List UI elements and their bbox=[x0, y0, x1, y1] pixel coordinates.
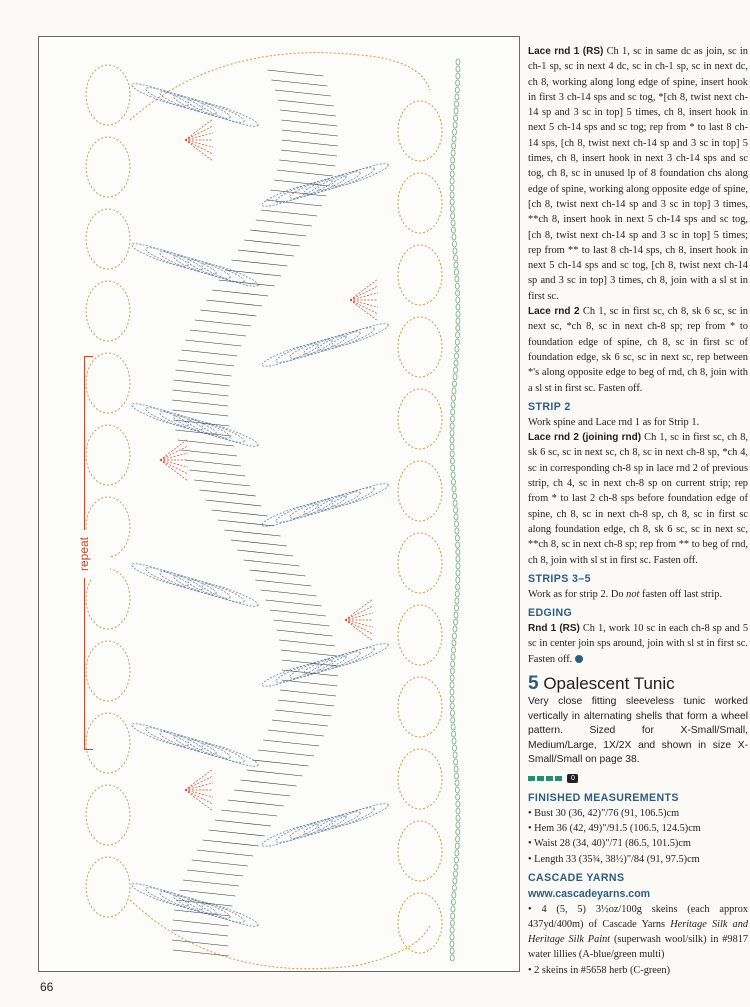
chain-stitch-green bbox=[456, 66, 460, 72]
chain-stitch-green bbox=[454, 367, 458, 373]
spine-stitch bbox=[261, 590, 317, 596]
strip2-paragraph bbox=[528, 430, 748, 568]
chain-stitch-green bbox=[451, 150, 455, 156]
end-dot-icon bbox=[575, 655, 583, 663]
red-turn-marker bbox=[185, 126, 213, 140]
spine-stitch bbox=[255, 580, 311, 586]
scallop-loop-left bbox=[86, 785, 130, 845]
spine-stitch bbox=[174, 380, 230, 386]
spine-stitch bbox=[178, 440, 234, 446]
chain-stitch-green bbox=[455, 101, 459, 107]
chain-stitch-green bbox=[452, 731, 456, 737]
measurements-list bbox=[528, 806, 748, 867]
scallop-loop-left bbox=[86, 209, 130, 269]
spine-stitch bbox=[237, 550, 293, 556]
chain-stitch-green bbox=[456, 311, 460, 317]
strips35-text-em: not bbox=[626, 588, 640, 600]
chain-stitch-green bbox=[452, 738, 456, 744]
measurement-item: • Length 33 (35¾, 38½)"/84 (91, 97.5)cm bbox=[528, 853, 700, 865]
chain-stitch-green bbox=[453, 374, 457, 380]
spine-stitch bbox=[271, 80, 327, 86]
spine-stitch bbox=[281, 120, 337, 126]
chain-stitch-green bbox=[456, 80, 460, 86]
chain-stitch-green bbox=[456, 325, 460, 331]
spine-stitch bbox=[173, 920, 229, 926]
chain-stitch-green bbox=[450, 710, 454, 716]
skill-bar-4 bbox=[555, 776, 562, 781]
measurement-item: • Hem 36 (42, 49)"/91.5 (106.5, 124.5)cm bbox=[528, 823, 701, 835]
chain-stitch-green bbox=[455, 276, 459, 282]
materials-item-1-a: • 4 (5, 5) 3½oz/100g skeins (each approx 437yd/400m) of Cascade Yarns bbox=[528, 903, 748, 930]
chain-stitch-green bbox=[455, 535, 459, 541]
brand-url[interactable]: www.cascadeyarns.com bbox=[528, 887, 651, 900]
chain-stitch-green bbox=[450, 668, 454, 674]
chain-stitch-green bbox=[453, 626, 457, 632]
chain-stitch-green bbox=[452, 136, 456, 142]
spine-stitch bbox=[185, 340, 241, 346]
chain-stitch-green bbox=[456, 808, 460, 814]
chain-stitch-green bbox=[455, 346, 459, 352]
chain-stitch-green bbox=[450, 451, 454, 457]
chain-stitch-green bbox=[456, 318, 460, 324]
chain-stitch-green bbox=[454, 605, 458, 611]
chain-stitch-green bbox=[451, 906, 455, 912]
chain-stitch-green bbox=[456, 556, 460, 562]
spine-stitch bbox=[172, 940, 228, 946]
spine-stitch bbox=[203, 840, 259, 846]
chain-stitch-green bbox=[450, 927, 454, 933]
strips35-paragraph bbox=[528, 587, 748, 602]
chain-stitch-green bbox=[453, 255, 457, 261]
chain-stitch-green bbox=[453, 122, 457, 128]
spine-stitch bbox=[281, 680, 337, 686]
spine-stitch bbox=[172, 400, 228, 406]
chain-stitch-green bbox=[456, 563, 460, 569]
chain-stitch-green bbox=[452, 479, 456, 485]
chain-stitch-green bbox=[455, 850, 459, 856]
pattern-title-text: Opalescent Tunic bbox=[543, 673, 675, 693]
spine-stitch bbox=[231, 540, 287, 546]
red-turn-marker bbox=[345, 620, 373, 634]
chain-stitch-green bbox=[450, 185, 454, 191]
scallop-loop-left bbox=[86, 281, 130, 341]
chain-stitch-green bbox=[451, 220, 455, 226]
scallop-loop-right bbox=[398, 245, 442, 305]
chain-stitch-green bbox=[451, 647, 455, 653]
spine-stitch bbox=[277, 630, 333, 636]
materials-item-1 bbox=[528, 902, 748, 963]
chain-stitch-green bbox=[454, 262, 458, 268]
scallop-loop-right bbox=[398, 749, 442, 809]
strip2-text: Ch 1, sc in first sc, ch 8, sk 6 sc, sc in next sc, ch 8, sc in next ch-8 sp, *ch 4, sc in corresponding ch-8 sp in lace rnd 2 of previous strip, ch 4, sc in next ch-8 sp on current strip; rep from * to last 2 ch-8 sps before foundation edge of spine, ch 8, sc in next ch-8 sp, ch 8, sc in first sc along foundation edge, ch 8, sk 6 sc, sc in next sc, **ch 8, sc in next ch-8 sp; rep from ** to beg of rnd, ch 8, join with sl st in first sc. Fasten off. bbox=[528, 432, 748, 566]
chain-stitch-green bbox=[453, 129, 457, 135]
chain-stitch-green bbox=[450, 206, 454, 212]
spine-stitch bbox=[190, 330, 246, 336]
materials-item-1-b: Heritage Silk and Heritage Silk Paint bbox=[528, 918, 748, 946]
chain-stitch-green bbox=[451, 227, 455, 233]
spine-stitch bbox=[179, 890, 235, 896]
spine-stitch bbox=[278, 100, 334, 106]
red-turn-marker bbox=[185, 790, 213, 804]
chain-stitch-green bbox=[456, 829, 460, 835]
spine-stitch bbox=[256, 220, 312, 226]
spine-stitch bbox=[272, 720, 328, 726]
scallop-loop-right bbox=[398, 101, 442, 161]
chain-stitch-green bbox=[453, 871, 457, 877]
scallop-loop-right bbox=[398, 893, 442, 953]
chain-stitch-green bbox=[451, 465, 455, 471]
chain-stitch-green bbox=[452, 885, 456, 891]
spine-stitch bbox=[266, 600, 322, 606]
skill-bar-2 bbox=[537, 776, 544, 781]
chain-stitch-green bbox=[450, 178, 454, 184]
scallop-loop-left bbox=[86, 65, 130, 125]
chain-stitch-green bbox=[450, 703, 454, 709]
chain-stitch-green bbox=[450, 955, 454, 961]
spine-stitch bbox=[181, 450, 237, 456]
chain-stitch-green bbox=[450, 689, 454, 695]
chain-stitch-green bbox=[453, 493, 457, 499]
spine-stitch bbox=[278, 700, 334, 706]
spine-stitch bbox=[209, 830, 265, 836]
chain-stitch-green bbox=[453, 745, 457, 751]
chain-stitch-green bbox=[456, 801, 460, 807]
chain-stitch-green bbox=[456, 794, 460, 800]
chain-stitch-green bbox=[450, 458, 454, 464]
chain-stitch-green bbox=[456, 822, 460, 828]
chain-stitch-green bbox=[455, 521, 459, 527]
chain-stitch-green bbox=[451, 717, 455, 723]
chain-stitch-green bbox=[451, 654, 455, 660]
spine-stitch bbox=[270, 610, 326, 616]
spine-stitch bbox=[280, 110, 336, 116]
spine-stitch bbox=[281, 150, 337, 156]
chain-stitch-green bbox=[456, 59, 460, 65]
strip2-label: Lace rnd 2 (joining rnd) bbox=[528, 432, 642, 444]
scallop-loop-right bbox=[398, 389, 442, 449]
lace-rnd1-text: Ch 1, sc in same dc as join, sc in ch-1 sp, sc in next 4 dc, sc in ch-1 sp, sc in next dc, ch 8, working along long edge of spine, insert hook in first 3 ch-14 sps and sc tog, *[ch 8, twist next ch-14 sp and 3 sc in top] 5 times, ch 8, insert hook in next 5 ch-14 sps and sc tog; rep from * to last 8 ch-14 sps, [ch 8, twist next ch-14 sp and 3 sc in top] 5 times, ch 8, insert hook in next 3 ch-14 sps and sc tog, ch 8, sc in unused lp of 8 foundation chs along edge of spine, working along opposite edge of spine, [ch 8, twist next ch-14 sp and 3 sc in top] 3 times, **ch 8, insert hook in next 5 ch-14 sps and sc tog, [ch 8, twist next ch-14 sp and 3 sc in top] 5 times; rep from ** to last 8 ch-14 sps, ch 8, insert hook in next 5 ch-14 sps and sc tog, [ch 8, twist next ch-14 sp and 3 sc in top] 3 times, ch 8, join with a sl st in first sc. bbox=[528, 46, 748, 302]
spine-stitch bbox=[258, 750, 314, 756]
chain-stitch-green bbox=[451, 409, 455, 415]
spine-stitch bbox=[266, 200, 322, 206]
chain-stitch-green bbox=[450, 948, 454, 954]
spine-stitch bbox=[250, 570, 306, 576]
chain-stitch-green bbox=[456, 73, 460, 79]
spine-stitch bbox=[282, 130, 338, 136]
chain-stitch-green bbox=[452, 241, 456, 247]
chain-stitch-green bbox=[453, 500, 457, 506]
pattern-title bbox=[528, 673, 748, 695]
chain-stitch-green bbox=[455, 528, 459, 534]
chain-stitch-green bbox=[450, 192, 454, 198]
yarn-weight-number: 0 bbox=[571, 775, 575, 783]
chain-stitch-green bbox=[450, 430, 454, 436]
chain-stitch-green bbox=[456, 290, 460, 296]
spine-stitch bbox=[267, 70, 323, 76]
lace-rnd2-label: Lace rnd 2 bbox=[528, 306, 580, 318]
spine-stitch bbox=[192, 860, 248, 866]
chain-stitch-green bbox=[451, 213, 455, 219]
red-turn-marker bbox=[350, 286, 378, 300]
chain-stitch-green bbox=[452, 486, 456, 492]
chain-stitch-green bbox=[456, 297, 460, 303]
chain-stitch-green bbox=[454, 360, 458, 366]
red-turn-marker bbox=[185, 140, 213, 154]
pattern-number: 5 bbox=[528, 672, 539, 694]
chain-stitch-green bbox=[450, 444, 454, 450]
chain-stitch-green bbox=[452, 143, 456, 149]
chain-stitch-green bbox=[455, 773, 459, 779]
spine-stitch bbox=[215, 820, 271, 826]
chain-stitch-green bbox=[455, 353, 459, 359]
chain-stitch-green bbox=[456, 584, 460, 590]
materials-item-1-c: (superwash wool/silk) in #9817 water lillies (A-blue/green multi) bbox=[528, 934, 749, 961]
strips35-heading: STRIPS 3–5 bbox=[528, 572, 591, 585]
chain-stitch-green bbox=[456, 836, 460, 842]
page-number: 66 bbox=[40, 980, 54, 994]
edging-heading: EDGING bbox=[528, 607, 573, 620]
chain-stitch-green bbox=[456, 577, 460, 583]
spine-stitch bbox=[232, 260, 288, 266]
chain-stitch-green bbox=[454, 269, 458, 275]
chain-stitch-green bbox=[456, 549, 460, 555]
chain-stitch-green bbox=[454, 857, 458, 863]
chain-stitch-green bbox=[455, 598, 459, 604]
scallop-loop-right bbox=[398, 173, 442, 233]
spine-stitch bbox=[224, 530, 280, 536]
spine-stitch bbox=[280, 690, 336, 696]
spine-stitch bbox=[206, 300, 262, 306]
spine-stitch bbox=[275, 710, 331, 716]
spine-stitch bbox=[197, 850, 253, 856]
chain-stitch-green bbox=[455, 283, 459, 289]
chain-stitch-green bbox=[450, 164, 454, 170]
chain-stitch-green bbox=[453, 878, 457, 884]
chain-stitch-green bbox=[452, 234, 456, 240]
chain-stitch-green bbox=[450, 934, 454, 940]
measurement-item: • Bust 30 (36, 42)"/76 (91, 106.5)cm bbox=[528, 807, 680, 819]
chain-stitch-green bbox=[455, 843, 459, 849]
chain-stitch-green bbox=[454, 759, 458, 765]
spine-stitch bbox=[212, 290, 268, 296]
scallop-loop-right bbox=[398, 533, 442, 593]
strips35-text-b: fasten off last strip. bbox=[639, 588, 723, 600]
chain-stitch-green bbox=[450, 171, 454, 177]
spine-stitch bbox=[176, 370, 232, 376]
chain-stitch-green bbox=[456, 304, 460, 310]
chain-stitch-green bbox=[455, 591, 459, 597]
chain-stitch-green bbox=[452, 640, 456, 646]
red-turn-marker bbox=[160, 446, 188, 460]
spine-stitch bbox=[185, 460, 241, 466]
spine-stitch bbox=[172, 930, 228, 936]
chain-stitch-green bbox=[456, 815, 460, 821]
yarn-brand-heading: CASCADE YARNS bbox=[528, 871, 625, 884]
scallop-loop-right bbox=[398, 605, 442, 665]
spine-stitch bbox=[212, 510, 268, 516]
spine-stitch bbox=[241, 780, 297, 786]
spine-stitch bbox=[268, 730, 324, 736]
chain-stitch-green bbox=[454, 766, 458, 772]
spine-stitch bbox=[189, 470, 245, 476]
spine-stitch bbox=[200, 490, 256, 496]
chain-stitch-green bbox=[450, 682, 454, 688]
chain-stitch-green bbox=[454, 108, 458, 114]
edging-text: Ch 1, work 10 sc in each ch-8 sp and 5 sc in center join sps around, join with sl st in first sc. Fasten off. bbox=[528, 623, 749, 665]
chain-stitch-green bbox=[451, 157, 455, 163]
chain-stitch-green bbox=[450, 920, 454, 926]
strips35-text-a: Work as for strip 2. Do bbox=[528, 588, 627, 600]
spine-stitch bbox=[275, 90, 331, 96]
pattern-description: Very close fitting sleeveless tunic worked vertically in alternating shells that form a wheel pattern. Sized for X-Small/Small, Medium/Large, 1X/2X and shown in size X-Small/Small on page 38. bbox=[528, 695, 748, 766]
spine-stitch bbox=[247, 770, 303, 776]
chain-stitch-green bbox=[454, 514, 458, 520]
chain-stitch-green bbox=[455, 87, 459, 93]
chain-stitch-green bbox=[454, 507, 458, 513]
measurement-item: • Waist 28 (34, 40)"/71 (86.5, 101.5)cm bbox=[528, 838, 691, 850]
chain-stitch-green bbox=[455, 780, 459, 786]
measurements-heading: FINISHED MEASUREMENTS bbox=[528, 791, 679, 804]
spine-stitch bbox=[244, 240, 300, 246]
spine-stitch bbox=[282, 140, 338, 146]
spine-stitch bbox=[221, 810, 277, 816]
spine-stitch bbox=[178, 360, 234, 366]
spine-stitch bbox=[277, 170, 333, 176]
chain-stitch-green bbox=[454, 115, 458, 121]
chain-stitch-green bbox=[453, 619, 457, 625]
instruction-column bbox=[528, 44, 748, 978]
spine-stitch bbox=[261, 210, 317, 216]
red-turn-marker bbox=[350, 300, 378, 314]
spine-stitch bbox=[183, 880, 239, 886]
scallop-loop-left bbox=[86, 137, 130, 197]
chain-stitch-green bbox=[451, 899, 455, 905]
spine-stitch bbox=[279, 640, 335, 646]
lace-rnd1-paragraph bbox=[528, 44, 748, 304]
spine-stitch bbox=[274, 620, 330, 626]
spine-stitch bbox=[181, 350, 237, 356]
skill-bar-3 bbox=[546, 776, 553, 781]
lace-rnd2-paragraph bbox=[528, 304, 748, 396]
chain-stitch-green bbox=[451, 913, 455, 919]
chain-stitch-green bbox=[451, 395, 455, 401]
spine-stitch bbox=[206, 500, 262, 506]
red-turn-marker bbox=[185, 776, 213, 790]
lace-rnd1-label: Lace rnd 1 (RS) bbox=[528, 46, 604, 57]
red-turn-marker bbox=[160, 460, 188, 474]
chain-stitch-green bbox=[453, 752, 457, 758]
chain-stitch-green bbox=[451, 472, 455, 478]
strip2-heading: STRIP 2 bbox=[528, 400, 571, 413]
chain-stitch-green bbox=[455, 94, 459, 100]
spine-stitch bbox=[172, 390, 228, 396]
lace-rnd2-text: Ch 1, sc in first sc, ch 8, sk 6 sc, sc in next sc, *ch 8, sc in next ch-8 sp; rep from * to foundation edge of spine, ch 8, sc in first sc of foundation edge, sk 6 sc, sc in next sc, rep between *'s along opposite edge to beg of rnd, ch 8, join with a sl st in first sc. Fasten off. bbox=[528, 306, 748, 394]
spine-stitch bbox=[200, 310, 256, 316]
chain-stitch-green bbox=[453, 248, 457, 254]
chain-stitch-green bbox=[454, 612, 458, 618]
spine-stitch bbox=[263, 740, 319, 746]
chain-stitch-green bbox=[451, 402, 455, 408]
spine-stitch bbox=[173, 420, 229, 426]
chain-stitch-green bbox=[450, 941, 454, 947]
spine-stitch bbox=[187, 870, 243, 876]
chain-stitch-green bbox=[452, 892, 456, 898]
skill-level-indicator bbox=[528, 771, 748, 787]
scallop-loop-right bbox=[398, 317, 442, 377]
edging-label: Rnd 1 (RS) bbox=[528, 623, 580, 635]
skill-bar-1 bbox=[528, 776, 535, 781]
chain-stitch-green bbox=[451, 661, 455, 667]
spine-stitch bbox=[238, 250, 294, 256]
chain-stitch-green bbox=[450, 416, 454, 422]
chain-stitch-green bbox=[455, 339, 459, 345]
spine-stitch bbox=[253, 760, 309, 766]
chain-stitch-green bbox=[452, 633, 456, 639]
chain-stitch-green bbox=[454, 864, 458, 870]
chain-stitch-green bbox=[450, 437, 454, 443]
scallop-loop-right bbox=[398, 461, 442, 521]
scallop-loop-right bbox=[398, 677, 442, 737]
chain-stitch-green bbox=[450, 696, 454, 702]
spine-stitch bbox=[281, 650, 337, 656]
chain-stitch-green bbox=[450, 675, 454, 681]
spine-stitch bbox=[194, 480, 250, 486]
repeat-label: repeat bbox=[58, 530, 110, 578]
edging-paragraph bbox=[528, 621, 748, 667]
strip2-intro: Work spine and Lace rnd 1 as for Strip 1. bbox=[528, 416, 700, 428]
chain-stitch-green bbox=[455, 787, 459, 793]
red-turn-marker bbox=[345, 606, 373, 620]
chain-stitch-green bbox=[456, 542, 460, 548]
spine-stitch bbox=[234, 790, 290, 796]
spine-stitch bbox=[228, 800, 284, 806]
spine-stitch bbox=[244, 560, 300, 566]
chain-stitch-green bbox=[456, 570, 460, 576]
chain-stitch-green bbox=[456, 332, 460, 338]
chain-stitch-green bbox=[452, 388, 456, 394]
spine-stitch bbox=[250, 230, 306, 236]
chain-stitch-green bbox=[451, 724, 455, 730]
chain-stitch-green bbox=[452, 381, 456, 387]
spine-stitch bbox=[195, 320, 251, 326]
spine-stitch bbox=[173, 950, 229, 956]
scallop-loop-left bbox=[86, 857, 130, 917]
materials-item-2: • 2 skeins in #5658 herb (C-green) bbox=[528, 964, 671, 976]
chain-stitch-green bbox=[450, 423, 454, 429]
scallop-loop-right bbox=[398, 821, 442, 881]
chain-stitch-green bbox=[450, 199, 454, 205]
spine-stitch bbox=[279, 160, 335, 166]
